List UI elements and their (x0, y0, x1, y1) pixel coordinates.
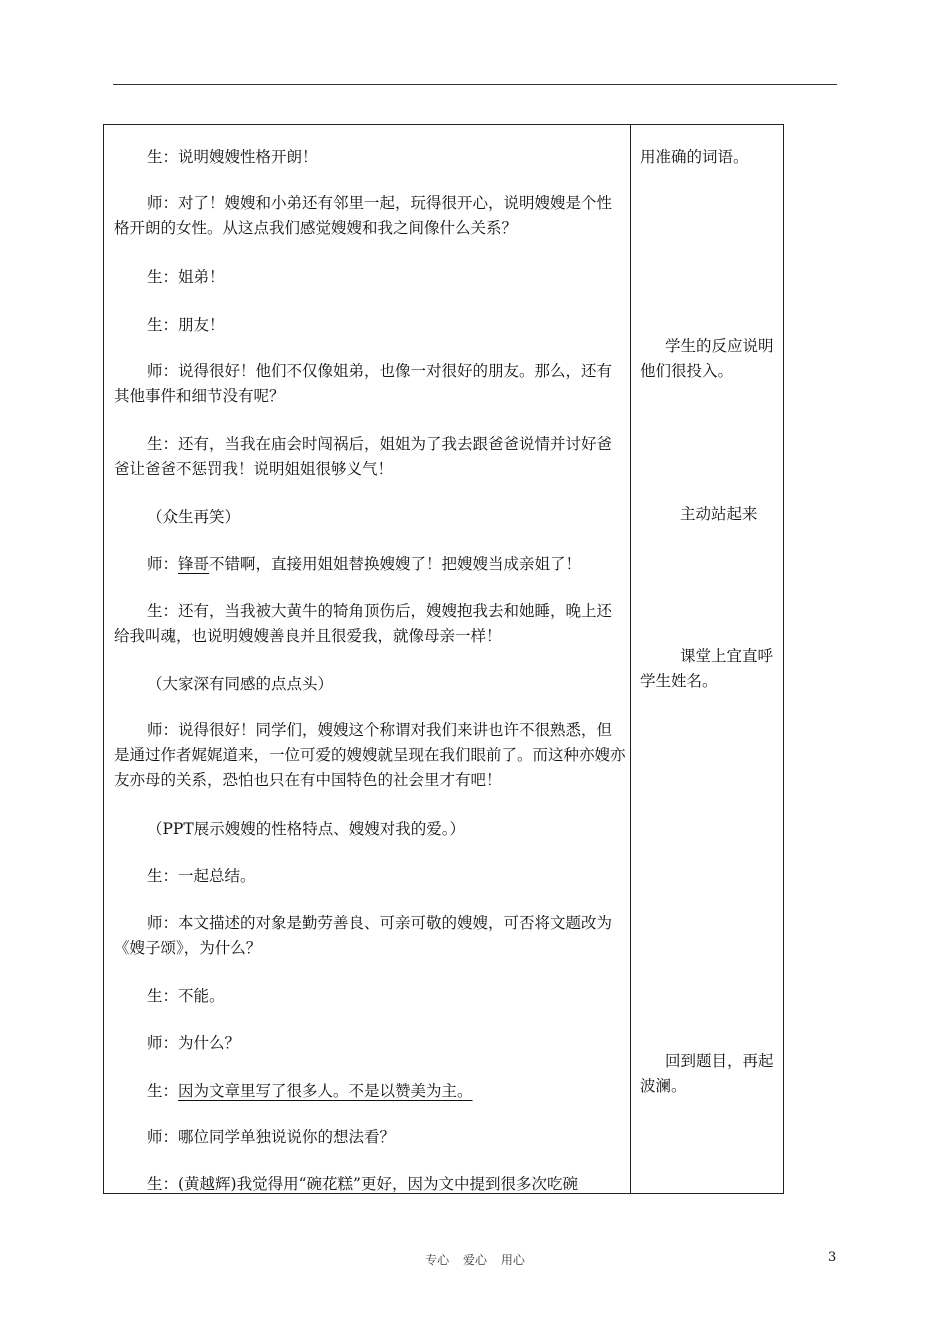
stage-direction: （PPT展示嫂嫂的性格特点、嫂嫂对我的爱。） (147, 820, 465, 838)
dialogue-line: 师：说得很好！他们不仅像姐弟，也像一对很好的朋友。那么，还有其他事件和细节没有呢？ (114, 362, 613, 405)
dialogue-line (114, 1079, 626, 1104)
page-number: 3 (828, 1250, 837, 1265)
margin-note: 学生的反应说明他们很投入。 (640, 337, 774, 380)
dialogue-line: 师：哪位同学单独说说你的想法看？ (147, 1128, 396, 1146)
margin-note: 回到题目，再起波澜。 (640, 1052, 774, 1095)
dialogue-line: 师：本文描述的对象是勤劳善良、可亲可敬的嫂嫂，可否将文题改为《嫂子颂》，为什么？ (114, 914, 613, 957)
column-divider (630, 125, 631, 1193)
dialogue-line (114, 552, 626, 577)
footer-motto: 爱心 (462, 1253, 487, 1267)
page-footer (0, 1251, 950, 1268)
margin-note: 用准确的词语。 (640, 148, 749, 166)
speaker-label: 师： (147, 555, 179, 573)
stage-direction: （大家深有同感的点点头） (147, 675, 334, 693)
dialogue-line: 生：不能。 (147, 987, 225, 1005)
dialogue-line: 生：朋友！ (147, 316, 225, 334)
dialogue-line: 师：为什么？ (147, 1034, 241, 1052)
speaker-label: 生： (147, 1082, 179, 1100)
dialogue-line: 生：说明嫂嫂性格开朗！ (147, 148, 318, 166)
dialogue-text: 不错啊，直接用姐姐替换嫂嫂了！把嫂嫂当成亲姐了！ (209, 555, 582, 573)
dialogue-line: 师：说得很好！同学们，嫂嫂这个称谓对我们来讲也许不很熟悉，但是通过作者娓娓道来，一位可爱的嫂嫂就呈现在我们眼前了。而这种亦嫂亦友亦母的关系，恐怕也只在有中国特色的社会里才有吧！ (114, 721, 626, 789)
dialogue-line: 生：还有，当我在庙会时闯祸后，姐姐为了我去跟爸爸说情并讨好爸爸让爸爸不惩罚我！说明姐姐很够义气！ (114, 435, 613, 478)
dialogue-line: 生：还有，当我被大黄牛的犄角顶伤后，嫂嫂抱我去和她睡，晚上还给我叫魂，也说明嫂嫂善良并且很爱我，就像母亲一样！ (114, 602, 613, 645)
student-name: 锋哥 (178, 555, 210, 573)
dialogue-line: 生：(黄越辉)我觉得用“碗花糕”更好，因为文中提到很多次吃碗 (147, 1175, 578, 1193)
footer-motto: 专心 (425, 1253, 450, 1267)
footer-motto: 用心 (500, 1253, 525, 1267)
header-rule (113, 84, 837, 85)
dialogue-line: 生：一起总结。 (147, 867, 256, 885)
underlined-answer: 因为文章里写了很多人。不是以赞美为主。 (178, 1082, 473, 1100)
stage-direction: （众生再笑） (147, 508, 241, 526)
margin-note: 主动站起来 (680, 505, 758, 523)
margin-note: 课堂上宜直呼学生姓名。 (640, 647, 774, 690)
dialogue-line: 生：姐弟！ (147, 268, 225, 286)
lesson-table (103, 124, 784, 1194)
dialogue-line: 师：对了！嫂嫂和小弟还有邻里一起，玩得很开心，说明嫂嫂是个性格开朗的女性。从这点我们感觉嫂嫂和我之间像什么关系？ (114, 194, 613, 237)
